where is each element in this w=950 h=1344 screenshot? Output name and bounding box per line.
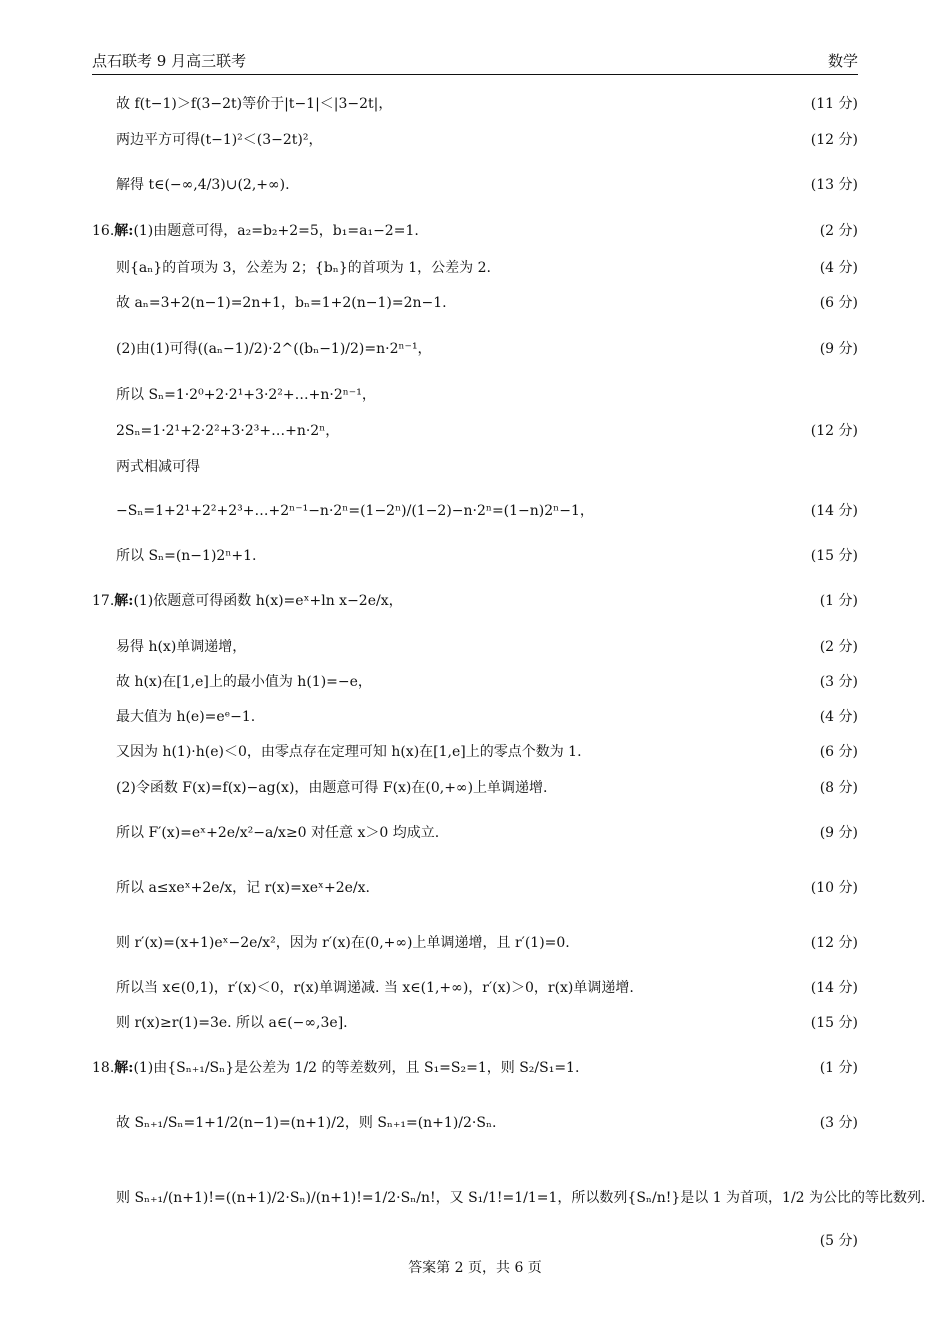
score-mark: (4 分): [819, 260, 858, 276]
score-mark: (2 分): [819, 639, 858, 655]
header-subject: 数学: [827, 52, 858, 70]
score-mark: (8 分): [819, 780, 858, 796]
score-mark: (5 分): [819, 1233, 858, 1249]
score-mark: (14 分): [810, 980, 858, 996]
page-footer: 答案第 2 页，共 6 页: [408, 1260, 542, 1276]
solution-text: 故 Sₙ₊₁/Sₙ=1+1/2(n−1)=(n+1)/2，则 Sₙ₊₁=(n+1)/2·Sₙ.: [116, 1115, 497, 1131]
solution-text: 所以 Sₙ=1·2⁰+2·2¹+3·2²+…+n·2ⁿ⁻¹，: [116, 387, 376, 403]
question-line: [92, 590, 403, 610]
question-line: [92, 1057, 579, 1077]
solution-text: 则 r′(x)=(x+1)eˣ−2e/x²，因为 r′(x)在(0,+∞)上单调递增，且 r′(1)=0.: [116, 935, 570, 951]
solution-text: (1)由{Sₙ₊₁/Sₙ}是公差为 1/2 的等差数列，且 S₁=S₂=1，则 S₂/S₁=1.: [133, 1060, 580, 1076]
score-mark: (12 分): [810, 132, 858, 148]
score-mark: (14 分): [810, 503, 858, 519]
solution-text: 所以当 x∈(0,1)，r′(x)＜0，r(x)单调递减. 当 x∈(1,+∞)，r′(x)＞0，r(x)单调递增.: [116, 980, 634, 996]
solution-text: 解得 t∈(−∞,4/3)∪(2,+∞).: [116, 177, 290, 193]
score-mark: (3 分): [819, 1115, 858, 1131]
solution-label: 解:: [114, 223, 134, 239]
solution-text: 则 r(x)≥r(1)=3e. 所以 a∈(−∞,3e].: [116, 1015, 348, 1031]
score-mark: (13 分): [810, 177, 858, 193]
question-number: 16.: [92, 223, 115, 239]
solution-text: 2Sₙ=1·2¹+2·2²+3·2³+…+n·2ⁿ，: [116, 423, 340, 439]
header-rule: [92, 74, 858, 75]
solution-text: (2)令函数 F(x)=f(x)−ag(x)，由题意可得 F(x)在(0,+∞)上单调递增.: [116, 780, 548, 796]
question-line: [92, 220, 419, 240]
solution-text: (1)依题意可得函数 h(x)=eˣ+ln x−2e/x，: [133, 593, 403, 609]
solution-text: 故 aₙ=3+2(n−1)=2n+1，bₙ=1+2(n−1)=2n−1.: [116, 295, 447, 311]
solution-text: 故 h(x)在[1,e]上的最小值为 h(1)=−e，: [116, 674, 372, 690]
score-mark: (9 分): [819, 341, 858, 357]
score-mark: (15 分): [810, 548, 858, 564]
solution-text: 易得 h(x)单调递增，: [116, 639, 247, 655]
score-mark: (12 分): [810, 935, 858, 951]
solution-text: −Sₙ=1+2¹+2²+2³+…+2ⁿ⁻¹−n·2ⁿ=(1−2ⁿ)/(1−2)−n·2ⁿ=(1−n)2ⁿ−1，: [116, 503, 594, 519]
score-mark: (4 分): [819, 709, 858, 725]
score-mark: (3 分): [819, 674, 858, 690]
score-mark: (6 分): [819, 295, 858, 311]
solution-text: 则 Sₙ₊₁/(n+1)!=((n+1)/2·Sₙ)/(n+1)!=1/2·Sₙ/n!，又 S₁/1!=1/1=1，所以数列{Sₙ/n!}是以 1 为首项，1/2 为公比的等比数列.: [116, 1190, 926, 1206]
score-mark: (11 分): [810, 96, 858, 112]
solution-text: 所以 Sₙ=(n−1)2ⁿ+1.: [116, 548, 257, 564]
score-mark: (9 分): [819, 825, 858, 841]
question-number: 17.: [92, 593, 115, 609]
score-mark: (2 分): [819, 223, 858, 239]
solution-text: 又因为 h(1)·h(e)＜0，由零点存在定理可知 h(x)在[1,e]上的零点个数为 1.: [116, 744, 582, 760]
score-mark: (15 分): [810, 1015, 858, 1031]
solution-text: 所以 a≤xeˣ+2e/x，记 r(x)=xeˣ+2e/x.: [116, 880, 370, 896]
solution-label: 解:: [114, 593, 134, 609]
header-exam-title: 点石联考 9 月高三联考: [92, 52, 247, 70]
solution-text: (1)由题意可得，a₂=b₂+2=5，b₁=a₁−2=1.: [133, 223, 419, 239]
solution-text: (2)由(1)可得((aₙ−1)/2)·2^((bₙ−1)/2)=n·2ⁿ⁻¹，: [116, 341, 432, 357]
solution-text: 则{aₙ}的首项为 3，公差为 2；{bₙ}的首项为 1，公差为 2.: [116, 260, 491, 276]
score-mark: (1 分): [819, 1060, 858, 1076]
solution-text: 最大值为 h(e)=eᵉ−1.: [116, 709, 256, 725]
solution-text: 所以 F′(x)=eˣ+2e/x²−a/x≥0 对任意 x＞0 均成立.: [116, 825, 440, 841]
solution-label: 解:: [114, 1060, 134, 1076]
score-mark: (1 分): [819, 593, 858, 609]
score-mark: (6 分): [819, 744, 858, 760]
score-mark: (10 分): [810, 880, 858, 896]
page-header: [92, 50, 858, 72]
solution-text: 两式相减可得: [116, 459, 200, 475]
solution-text: 两边平方可得(t−1)²＜(3−2t)²，: [116, 132, 323, 148]
score-mark: (12 分): [810, 423, 858, 439]
solution-text: 故 f(t−1)＞f(3−2t)等价于|t−1|＜|3−2t|，: [116, 96, 393, 112]
question-number: 18.: [92, 1060, 115, 1076]
